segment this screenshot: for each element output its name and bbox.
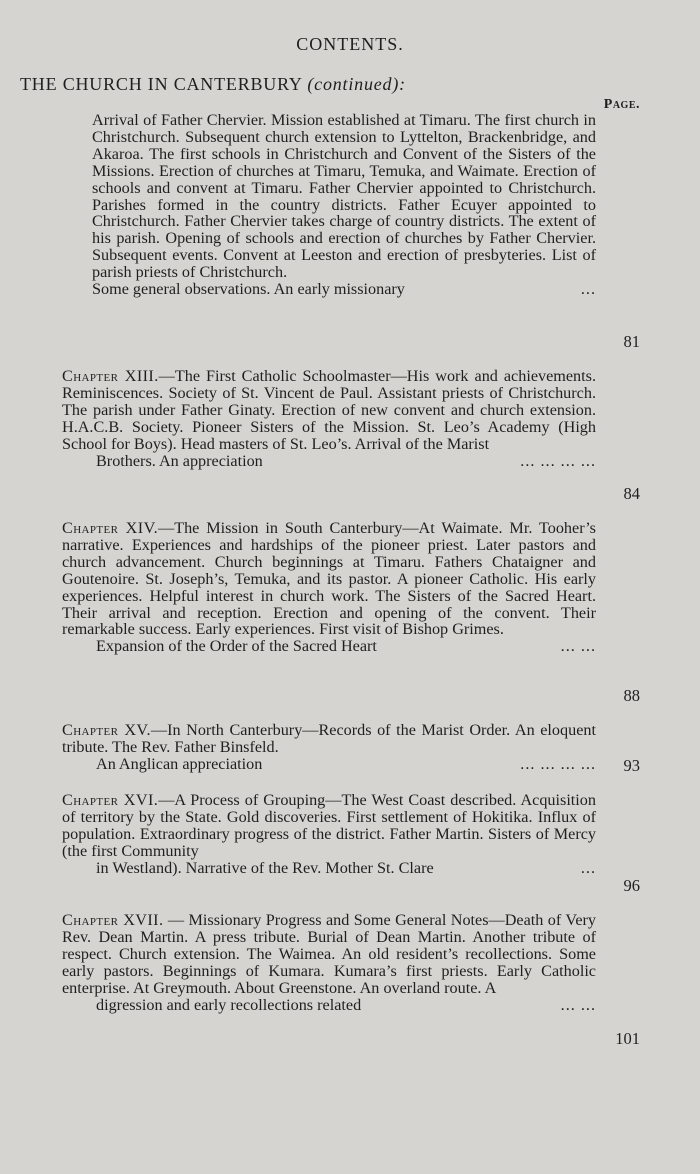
- dot-leader: ...: [580, 280, 596, 299]
- dot-leader: ... ... ... ...: [520, 451, 596, 470]
- toc-entry-chapter-xv[interactable]: [62, 722, 596, 773]
- page-number: 81: [623, 332, 640, 351]
- dot-leader: ... ...: [560, 995, 596, 1014]
- page-title: CONTENTS.: [296, 34, 404, 54]
- toc-entry-chapter-xiii[interactable]: [62, 368, 596, 469]
- page-number: 96: [623, 876, 640, 895]
- chapter-label: Chapter XV.: [62, 721, 151, 739]
- entry-last-line: digression and early recollections related ... ...: [96, 995, 596, 1014]
- dot-leader: ... ... ... ...: [520, 754, 596, 773]
- chapter-label: Chapter XIV.: [62, 519, 159, 537]
- page-number: 101: [615, 1029, 640, 1048]
- toc-entry-intro: [92, 112, 596, 298]
- entry-last-line: Brothers. An appreciation ... ... ... ...: [96, 451, 596, 470]
- toc-entry-chapter-xvi[interactable]: [62, 792, 596, 877]
- dot-leader: ...: [580, 858, 596, 877]
- section-continued: (continued):: [307, 74, 406, 94]
- toc-entry-chapter-xvii[interactable]: [62, 912, 596, 1013]
- dot-leader: ... ...: [560, 637, 596, 656]
- page-number: 88: [623, 686, 640, 705]
- entry-text: Chapter XIV.—The Mission in South Canterbury—At Waimate. Mr. Tooher’s narrative. Experiences and hardships of the pioneer priest. Later pastors and church advancement. Church beginnings at Timaru. Fathers Chataigner and Goutenoire. St. Joseph’s, Temuka, and its pastor. A pioneer Catholic. His early experiences. Helpful interest in church work. The Sisters of the Sacred Heart. Their arrival and reception. Erection and opening of the convent. Their remarkable success. Early experiences. First visit of Bishop Grimes.: [62, 519, 596, 639]
- entry-last-line: in Westland). Narrative of the Rev. Mother St. Clare ...: [96, 858, 596, 877]
- entry-text: Chapter XIII.—The First Catholic Schoolmaster—His work and achievements. Reminiscences. Society of St. Vincent de Paul. Assistant priests of Christchurch. The parish under Father Ginaty. Erection of new convent and church extension. H.A.C.B. Society. Pioneer Sisters of the Mission. St. Leo’s Academy (High School for Boys). Head masters of St. Leo’s. Arrival of the Marist: [62, 367, 596, 453]
- page-number: 84: [623, 484, 640, 503]
- chapter-label: Chapter XVII.: [62, 911, 164, 929]
- chapter-label: Chapter XVI.: [62, 791, 159, 809]
- entry-last-line: An Anglican appreciation ... ... ... ...: [96, 754, 596, 773]
- section-heading: [20, 74, 406, 95]
- toc-entry-chapter-xiv[interactable]: [62, 520, 596, 655]
- page-column-label: Page.: [603, 97, 640, 112]
- entry-last-line: Some general observations. An early missionary ...: [92, 280, 596, 299]
- entry-text: Arrival of Father Chervier. Mission established at Timaru. The first church in Christchurch. Subsequent church extension to Lyttelton, Brackenbridge, and Akaroa. The first schools in Christchurch and Convent of the Sisters of the Missions. Erection of churches at Timaru, Temuka, and Waimate. Erection of schools and convent at Timaru. Father Chervier appointed to Christchurch. Parishes formed in the country districts. Father Ecuyer appointed to Christchurch. Father Chervier takes charge of country districts. The extent of his parish. Opening of schools and erection of churches by Father Chervier. Subsequent events. Convent at Leeston and erection of presbyteries. List of parish priests of Christchurch.: [92, 111, 596, 282]
- page-number: 93: [623, 756, 640, 775]
- chapter-label: Chapter XIII.: [62, 367, 159, 385]
- entry-last-line: Expansion of the Order of the Sacred Heart ... ...: [96, 637, 596, 656]
- entry-text: Chapter XVII. — Missionary Progress and Some General Notes—Death of Very Rev. Dean Martin. A press tribute. Burial of Dean Martin. Another tribute of respect. Church extension. The Waimea. An old resident’s recollections. Some early pastors. Beginnings of Kumara. Kumara’s first priests. Early Catholic enterprise. At Greymouth. About Greenstone. An overland route. A: [62, 911, 596, 997]
- section-title: THE CHURCH IN CANTERBURY: [20, 74, 303, 94]
- entry-text: Chapter XV.—In North Canterbury—Records of the Marist Order. An eloquent tribute. The Rev. Father Binsfeld.: [62, 721, 596, 756]
- entry-text: Chapter XVI.—A Process of Grouping—The West Coast described. Acquisition of territory by the State. Gold discoveries. First settlement of Hokitika. Influx of population. Extraordinary progress of the district. Father Martin. Sisters of Mercy (the first Community: [62, 791, 596, 860]
